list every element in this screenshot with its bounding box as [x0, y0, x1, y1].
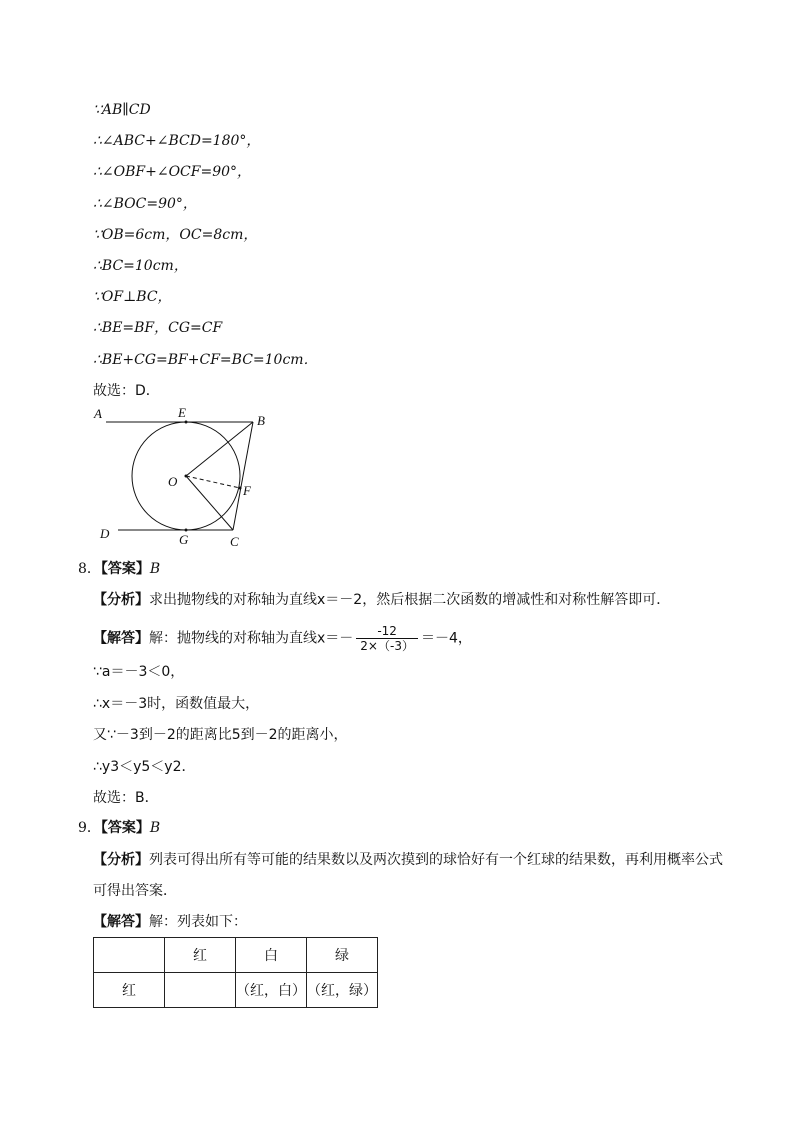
table-header-row	[94, 938, 378, 973]
label-d: D	[100, 526, 110, 541]
table-header-cell	[94, 938, 165, 973]
q8-fraction	[356, 624, 418, 653]
proof-line-8: ∴BE=BF，CG=CF	[93, 320, 223, 336]
segment-bc	[233, 422, 253, 530]
label-b: B	[257, 413, 265, 428]
outcome-table	[93, 937, 378, 1008]
proof-conclusion: 故选：D．	[93, 383, 160, 399]
q8-answer-tag: 【答案】	[100, 561, 150, 577]
q8-line-5: ∴y3＜y5＜y2．	[93, 759, 196, 775]
proof-line-7: ∵OF⊥BC，	[93, 289, 172, 305]
q8-fraction-denominator: 2×（-3）	[360, 639, 414, 653]
label-c: C	[230, 534, 239, 549]
table-cell: （红，绿）	[307, 973, 378, 1008]
point-o	[185, 475, 188, 478]
q8-fraction-numerator: -12	[356, 624, 418, 639]
q9-analysis-2: 可得出答案．	[93, 883, 177, 899]
label-o: O	[168, 474, 178, 489]
q8-answer: B	[149, 561, 161, 577]
segment-oc	[186, 476, 233, 530]
table-header-cell: 红	[165, 938, 236, 973]
label-a: A	[94, 406, 102, 421]
q9-answer-line	[78, 818, 160, 838]
q8-line-3: ∴x＝－3时，函数值最大，	[93, 696, 260, 712]
q8-solution-post: ＝－4，	[420, 630, 472, 647]
table-header-cell: 绿	[307, 938, 378, 973]
q9-analysis-tag: 【分析】	[93, 852, 149, 868]
point-f	[239, 487, 242, 490]
q8-analysis	[93, 590, 670, 610]
proof-line-3: ∴∠OBF+∠OCF=90°，	[93, 164, 252, 180]
q9-solution-text: 解：列表如下：	[149, 914, 247, 930]
label-e: E	[178, 405, 186, 420]
proof-line-9: ∴BE+CG=BF+CF=BC=10cm．	[93, 352, 318, 368]
q9-number: 9．	[78, 820, 101, 836]
q8-line-4: 又∵－3到－2的距离比5到－2的距离小，	[93, 727, 348, 743]
segment-of-dashed	[186, 476, 240, 488]
proof-line-5: ∵OB=6cm，OC=8cm，	[93, 227, 258, 243]
geometry-figure	[88, 400, 288, 550]
q8-answer-line	[78, 559, 160, 579]
q8-solution-pre: 解：抛物线的对称轴为直线x＝－	[149, 630, 354, 647]
q8-solution-tag: 【解答】	[93, 630, 149, 647]
table-cell: 红	[94, 973, 165, 1008]
label-g: G	[179, 532, 189, 547]
table-row	[94, 973, 378, 1008]
segment-ob	[186, 422, 253, 476]
q8-analysis-tag: 【分析】	[93, 592, 149, 608]
q9-solution	[93, 912, 247, 932]
proof-line-2: ∴∠ABC+∠BCD=180°，	[93, 133, 261, 149]
proof-line-1: ∵AB∥CD	[93, 102, 151, 118]
q9-solution-tag: 【解答】	[93, 914, 149, 930]
table-cell: （红，白）	[236, 973, 307, 1008]
q8-solution	[93, 624, 472, 653]
q9-answer: B	[149, 820, 161, 836]
q9-answer-tag: 【答案】	[100, 820, 150, 836]
q8-line-2: ∵a＝－3＜0，	[93, 664, 185, 680]
q9-analysis-1	[93, 850, 723, 870]
q9-analysis-text-1: 列表可得出所有等可能的结果数以及两次摸到的球恰好有一个红球的结果数，再利用概率公式	[149, 852, 723, 868]
table-header-cell: 白	[236, 938, 307, 973]
table-cell	[165, 973, 236, 1008]
q8-line-6: 故选：B．	[93, 790, 159, 806]
label-f: F	[243, 483, 251, 498]
proof-line-6: ∴BC=10cm，	[93, 258, 188, 274]
point-e	[185, 421, 188, 424]
q8-analysis-text: 求出抛物线的对称轴为直线x＝－2，然后根据二次函数的增减性和对称性解答即可．	[149, 592, 671, 608]
proof-line-4: ∴∠BOC=90°，	[93, 196, 197, 212]
q8-number: 8．	[78, 561, 101, 577]
